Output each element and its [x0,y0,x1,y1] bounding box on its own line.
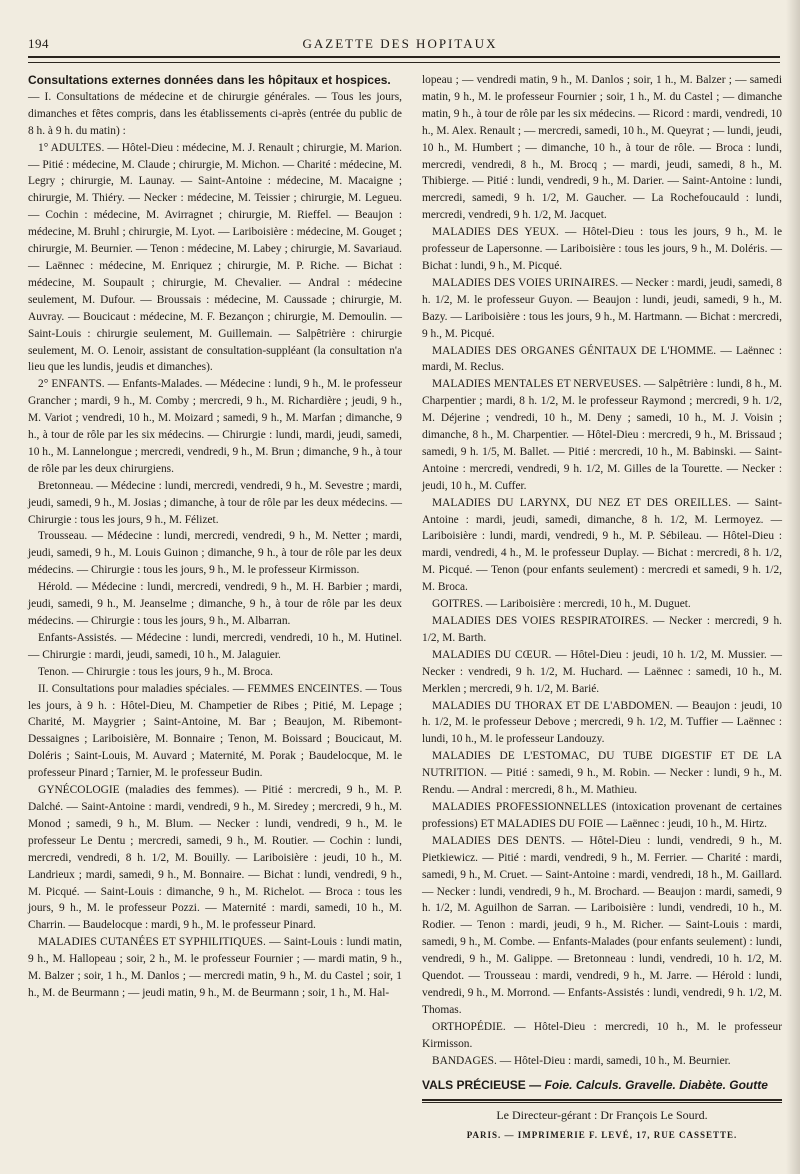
ent-paragraph: MALADIES DU LARYNX, DU NEZ ET DES OREILLES. — Saint-Antoine : mardi, jeudi, samedi, dimanche, 8 h. 1/2, M. Lermoyez. — Lariboisière : lundi, mardi, vendredi, 9 h., M. P. Sébileau. — Hôtel-Dieu : mardi, vendredi, 4 h., M. le professeur Duplay. — Bichat : mercredi, 8 h. 1/2, M. Picqué. — Tenon (pour enfants seulement) : mercredi et samedi, 9 h. 1/2, M. Broca. [422,496,782,594]
bretonneau-paragraph: Bretonneau. — Médecine : lundi, mercredi, vendredi, 9 h., M. Sevestre ; mardi, jeudi, samedi, 9 h., M. Josias ; dimanche, à tour de rôle par les deux médecins. — Chirurgie : tous les jours, 9 h., M. Félizet. [28,479,402,526]
urinary-paragraph: MALADIES DES VOIES URINAIRES. — Necker : mardi, jeudi, samedi, 8 h. 1/2, M. le professeur Guyon. — Beaujon : lundi, jeudi, samedi, 9 h., M. Bazy. — Lariboisière : tous les jours, 9 h., M. Hartmann. — Bichat : mercredi, 9 h., M. Picqué. [422,276,782,340]
advertisement [422,1077,782,1093]
director-line: Le Directeur-gérant : Dr François Le Sourd. [496,1108,708,1123]
bandages-paragraph: BANDAGES. — Hôtel-Dieu : mardi, samedi, 10 h., M. Beurnier. [432,1054,731,1067]
printer-imprint: PARIS. — IMPRIMERIE F. LEVÉ, 17, RUE CASSETTE. [466,1130,738,1141]
skin-diseases-paragraph: MALADIES CUTANÉES ET SYPHILITIQUES. — Saint-Louis : lundi matin, 9 h., M. Hallopeau ; soir, 2 h., M. le professeur Fournier ; — mardi matin, 9 h., M. Balzer ; soir, 1 h., M. Danlos ; — mercredi matin, 9 h., M. du Castel ; soir, 1 h., M. de Beurmann ; — jeudi matin, 9 h., M. de Beurmann ; soir, 1 h., M. Hal- [28,936,402,999]
advert-text: — Foie. Calculs. Gravelle. Diabète. Goutte [529,1078,768,1093]
intro-paragraph: — I. Consultations de médecine et de chirurgie générales. — Tous les jours, dimanches et fêtes compris, dans les établissements ci-après (entrée du public de 8 h. à 9 h. du matin) : [28,90,402,137]
tenon-paragraph: Tenon. — Chirurgie : tous les jours, 9 h., M. Broca. [38,665,274,678]
heart-paragraph: MALADIES DU CŒUR. — Hôtel-Dieu : jeudi, 10 h. 1/2, M. Mussier. — Necker : vendredi, 9 h. 1/2, M. Huchard. — Laënnec : samedi, 10 h., M. Merklen ; mercredi, 9 h. 1/2, M. Barié. [422,648,782,695]
eye-diseases-paragraph: MALADIES DES YEUX. — Hôtel-Dieu : tous les jours, 9 h., M. le professeur de Lapersonne. — Lariboisière : tous les jours, 9 h., M. Doléris. — Bichat : lundi, 9 h., M. Picqué. [422,226,782,272]
gynecology-paragraph: GYNÉCOLOGIE (maladies des femmes). — Pitié : mercredi, 9 h., M. P. Dalché. — Saint-Antoine : mardi, vendredi, 9 h., M. Siredey ; mercredi, 9 h., M. Monod ; samedi, 9 h., M. Blum. — Necker : lundi, vendredi, 9 h., M. le professeur Le Dentu ; mercredi, samedi, 9 h., M. Routier. — Cochin : lundi, mercredi, vendredi, 8 h. 1/2, M. Bouilly. — Lariboisière : jeudi, 10 h., M. Landrieux ; mardi, samedi, 9 h., M. Bonnaire. — Bichat : lundi, vendredi, 9 h., M. Picqué. — Saint-Louis : dimanche, 9 h., M. Richelot. — Broca : tous les jours, 9 h., M. le professeur Pozzi. — Maternité : mardi, samedi, 10 h., M. Charrin. — Baudelocque : mardi, 9 h., M. le professeur Pinard. [28,784,402,932]
thorax-abdomen-paragraph: MALADIES DU THORAX ET DE L'ABDOMEN. — Beaujon : jeudi, 10 h. 1/2, M. le professeur Debove ; mercredi, 9 h. 1/2, M. Tuffier — Laënnec : lundi, 10 h., M. le professeur Landouzy. [422,699,782,746]
mental-nervous-paragraph: MALADIES MENTALES ET NERVEUSES. — Salpêtrière : lundi, 8 h., M. Charpentier ; mardi, 8 h. 1/2, M. le professeur Raymond ; mercredi, 9 h. 1/2, M. Déjerine ; vendredi, 10 h., M. Deny ; samedi, 10 h., M. J. Voisin ; dimanche, 8 h., M. Charpentier. — Hôtel-Dieu : mercredi, 9 h., M. Brissaud ; samedi, 9 h. 1/5, M. Ballet. — Pitié : mercredi, 10 h., M. Babinski. — Saint-Antoine : mercredi, vendredi, 9 h. 1/2, M. Gilles de la Tourette. — Necker : jeudi, 10 h., M. Cuffer. [422,378,782,492]
left-column [28,72,402,1002]
dental-paragraph: MALADIES DES DENTS. — Hôtel-Dieu : lundi, vendredi, 9 h., M. Pietkiewicz. — Pitié : mardi, vendredi, 9 h., M. Ferrier. — Charité : mardi, samedi, 9 h., M. Cruet. — Saint-Antoine : mardi, vendredi, 18 h., M. Gaillard. — Necker : lundi, vendredi, 9 h., M. Brochard. — Beaujon : mardi, samedi, 9 h. 1/2, M. Aguilhon de Sarran. — Lariboisière : lundi, vendredi, 10 h., M. Rodier. — Tenon : mardi, jeudi, 9 h., M. Richer. — Saint-Louis : mardi, samedi, 9 h., M. Combe. — Enfants-Malades (pour enfants seulement) : lundi, vendredi, 9 h., M. Galippe. — Bretonneau : lundi, vendredi, 10 h. 1/2, M. Quendot. — Trousseau : mardi, vendredi, 9 h., M. Jarre. — Hérold : lundi, vendredi, 9 h., M. Morrond. — Enfants-Assistés : lundi, vendredi, 9 h. 1/2, M. Thomas. [422,834,782,1016]
herold-paragraph: Hérold. — Médecine : lundi, mercredi, vendredi, 9 h., M. H. Barbier ; mardi, jeudi, samedi, 9 h., M. Jeanselme ; dimanche, 9 h., à tour de rôle par les deux médecins. — Chirurgie : tous les jours, 9 h., M. Albarran. [28,581,402,627]
respiratory-paragraph: MALADIES DES VOIES RESPIRATOIRES. — Necker : mercredi, 9 h. 1/2, M. Barth. [422,615,782,644]
orthopedics-paragraph: ORTHOPÉDIE. — Hôtel-Dieu : mercredi, 10 h., M. le professeur Kirmisson. [422,1020,782,1050]
children-paragraph: 2° ENFANTS. — Enfants-Malades. — Médecine : lundi, 9 h., M. le professeur Grancher ; mardi, 9 h., M. Comby ; mercredi, 9 h., M. Richardière ; jeudi, 9 h., M. Variot ; vendredi, 10 h., M. Moizard ; samedi, 9 h., M. Marfan ; dimanche, 9 h., à tour de rôle par les six médecins. — Chirurgie : lundi, mardi, jeudi, samedi, 10 h., M. Lannelongue ; mercredi, vendredi, 9 h., M. Brun ; dimanche, 9 h., à tour de rôle par les deux chirurgiens. [28,378,402,475]
goitres-paragraph: GOITRES. — Lariboisière : mercredi, 10 h., M. Duguet. [432,598,691,611]
running-title: GAZETTE DES HOPITAUX [302,36,498,51]
adults-paragraph: 1° ADULTES. — Hôtel-Dieu : médecine, M. J. Renault ; chirurgie, M. Marion. — Pitié : médecine, M. Claude ; chirurgie, M. Michon. — Charité : médecine, M. Legry ; chirurgie, M. Launay. — Saint-Antoine : médecine, M. Macaigne ; chirurgie, M. Thiéry. — Necker : médecine, M. Teissier ; chirurgie, M. Legueu. — Cochin : médecine, M. Avirragnet ; chirurgie, M. Rieffel. — Beaujon : médecine, M. Bruhl ; chirurgie, M. Lyot. — Lariboisière : médecine, M. Gouget ; chirurgie, M. Beurnier. — Tenon : médecine, M. Labey ; chirurgie, M. Savariaud. — Laënnec : médecine, M. Enriquez ; chirurgie, M. P. Riche. — Bichat : médecine, M. Soupault ; chirurgie, M. Chevalier. — Andral : médecine seulement, M. Dufour. — Broussais : médecine, M. Caussade ; chirurgie, M. Auvray. — Boucicaut : médecine, M. F. Bezançon ; chirurgie, M. Demoulin. — Saint-Louis : chirurgie seulement, M. Guillemain. — Salpêtrière : chirurgie seulement, M. O. Lenoir, assistant de consultation-suppléant (la consultation n'a lieu que les lundis, jeudis et dimanches). [28,141,402,374]
trousseau-paragraph: Trousseau. — Médecine : lundi, mercredi, vendredi, 9 h., M. Netter ; mardi, jeudi, samedi, 9 h., M. Louis Guinon ; dimanche, 9 h., à tour de rôle par les deux médecins. — Chirurgie : tous les jours, 9 h., M. le professeur Kirmisson. [28,530,402,577]
digestive-paragraph: MALADIES DE L'ESTOMAC, DU TUBE DIGESTIF ET DE LA NUTRITION. — Pitié : samedi, 9 h., M. Robin. — Necker : lundi, 9 h., M. Rendu. — Andral : mercredi, 8 h., M. Mathieu. [422,750,782,797]
section-title: Consultations externes données dans les hôpitaux et hospices. [28,73,391,87]
enfants-assistes-paragraph: Enfants-Assistés. — Médecine : lundi, mercredi, vendredi, 10 h., M. Hutinel. — Chirurgie : mardi, jeudi, samedi, 10 h., M. Jalaguier. [28,631,402,661]
footer-rule [422,1099,782,1103]
advert-brand: VALS PRÉCIEUSE [422,1078,526,1093]
skin-diseases-continued: lopeau ; — vendredi matin, 9 h., M. Danlos ; soir, 1 h., M. Balzer ; — samedi matin, 9 h., M. le professeur Fournier ; soir, 1 h., M. du Castel ; — dimanche matin, 9 h., à tour de rôle par les six médecins. — Ricord : mardi, vendredi, 10 h., M. Alex. Renault ; — mercredi, samedi, 10 h., M. Queyrat ; — lundi, jeudi, 10 h., M. Humbert ; — dimanche, 10 h., à tour de rôle. — Broca : lundi, mercredi, vendredi, 8 h., M. Brocq ; — mardi, jeudi, samedi, 8 h., M. Thibierge. — Pitié : lundi, vendredi, 9 h., M. Darier. — Saint-Antoine : lundi, mercredi, samedi, 9 h. 1/2, M. Gaucher. — La Rochefoucauld : lundi, mercredi, vendredi, 9 h. 1/2, M. Jacquet. [422,74,782,222]
occupational-paragraph: MALADIES PROFESSIONNELLES (intoxication provenant de certaines professions) ET MALADIES DU FOIE — Laënnec : jeudi, 10 h., M. Hirtz. [422,800,782,830]
page-number: 194 [28,36,49,51]
header-rule [28,56,780,63]
male-genital-paragraph: MALADIES DES ORGANES GÉNITAUX DE L'HOMME. — Laënnec : mardi, M. Reclus. [422,344,782,374]
pregnant-women-paragraph: II. Consultations pour maladies spéciales. — FEMMES ENCEINTES. — Tous les jours, à 9 h. : Hôtel-Dieu, M. Champetier de Ribes ; Pitié, M. Lepage ; Charité, M. Maygrier ; Saint-Antoine, M. Bar ; Beaujon, M. Ribemont-Dessaignes ; Lariboisière, M. Bonnaire ; Tenon, M. Boissard ; Boucicaut, M. Doléris ; Saint-Louis, M. Auvard ; Maternité, M. Porak ; Baudelocque, M. le professeur Pinard ; Tarnier, M. le professeur Budin. [28,682,402,780]
page-edge-shadow [786,0,800,1174]
right-column [422,72,782,1144]
